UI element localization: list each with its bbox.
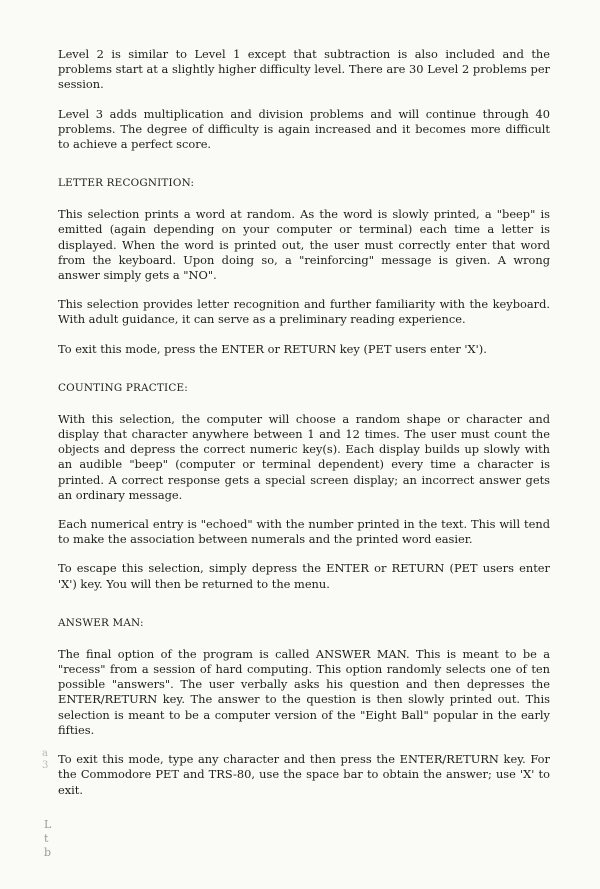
letter-recognition-paragraph-3: To exit this mode, press the ENTER or RETURN key (PET users enter 'X'). [58, 341, 487, 356]
margin-fragment: L [44, 818, 52, 831]
letter-recognition-paragraph-1: This selection prints a word at random. As the word is slowly printed, a "beep" is emitted (again depending on your computer or terminal) each time a letter is displayed. When the word is printed out, the user must correctly enter that word from the keyboard. Upon doing so, a "reinforcing" message is given. A wrong answer simply gets a "NO". [58, 207, 550, 283]
margin-fragment: a [42, 748, 48, 759]
intro-paragraph-1: Level 2 is similar to Level 1 except that subtraction is also included and the problems start at a slightly higher difficulty level. There are 30 Level 2 problems per session. [58, 47, 550, 92]
margin-bleed-through-bottom [44, 818, 58, 860]
answer-man-heading: ANSWER MAN: [58, 616, 144, 629]
margin-bleed-through-top [42, 748, 56, 772]
counting-practice-heading: COUNTING PRACTICE: [58, 381, 188, 394]
margin-fragment: b [44, 846, 52, 859]
counting-practice-paragraph-1: With this selection, the computer will choose a random shape or character and display that character anywhere between 1 and 12 times. The user must count the objects and depress the correct numeric key(s). Each display builds up slowly with an audible "beep" (computer or terminal dependent) every time a character is printed. A correct response gets a special screen display; an incorrect answer gets an ordinary message. [58, 411, 550, 502]
answer-man-paragraph-1: The final option of the program is called ANSWER MAN. This is meant to be a "recess" from a session of hard computing. This option randomly selects one of ten possible "answers". The user verbally asks his question and then depresses the ENTER/RETURN key. The answer to the question is then slowly printed out. This selection is meant to be a computer version of the "Eight Ball" popular in the early fifties. [58, 646, 550, 737]
answer-man-paragraph-2: To exit this mode, type any character and then press the ENTER/RETURN key. For the Commodore PET and TRS-80, use the space bar to obtain the answer; use 'X' to exit. [58, 752, 550, 797]
counting-practice-paragraph-2: Each numerical entry is "echoed" with the number printed in the text. This will tend to make the association between numerals and the printed word easier. [58, 517, 550, 547]
intro-paragraph-2: Level 3 adds multiplication and division problems and will continue through 40 problems. The degree of difficulty is again increased and it becomes more difficult to achieve a perfect score. [58, 106, 550, 152]
letter-recognition-heading: LETTER RECOGNITION: [58, 177, 195, 190]
letter-recognition-paragraph-2: This selection provides letter recognition and further familiarity with the keyboard. With adult guidance, it can serve as a preliminary reading experience. [58, 297, 550, 327]
document-body [58, 47, 550, 812]
margin-fragment: t [44, 832, 49, 845]
counting-practice-paragraph-3: To escape this selection, simply depress the ENTER or RETURN (PET users enter 'X') key. You will then be returned to the menu. [58, 561, 550, 591]
margin-fragment: 3 [42, 760, 49, 771]
